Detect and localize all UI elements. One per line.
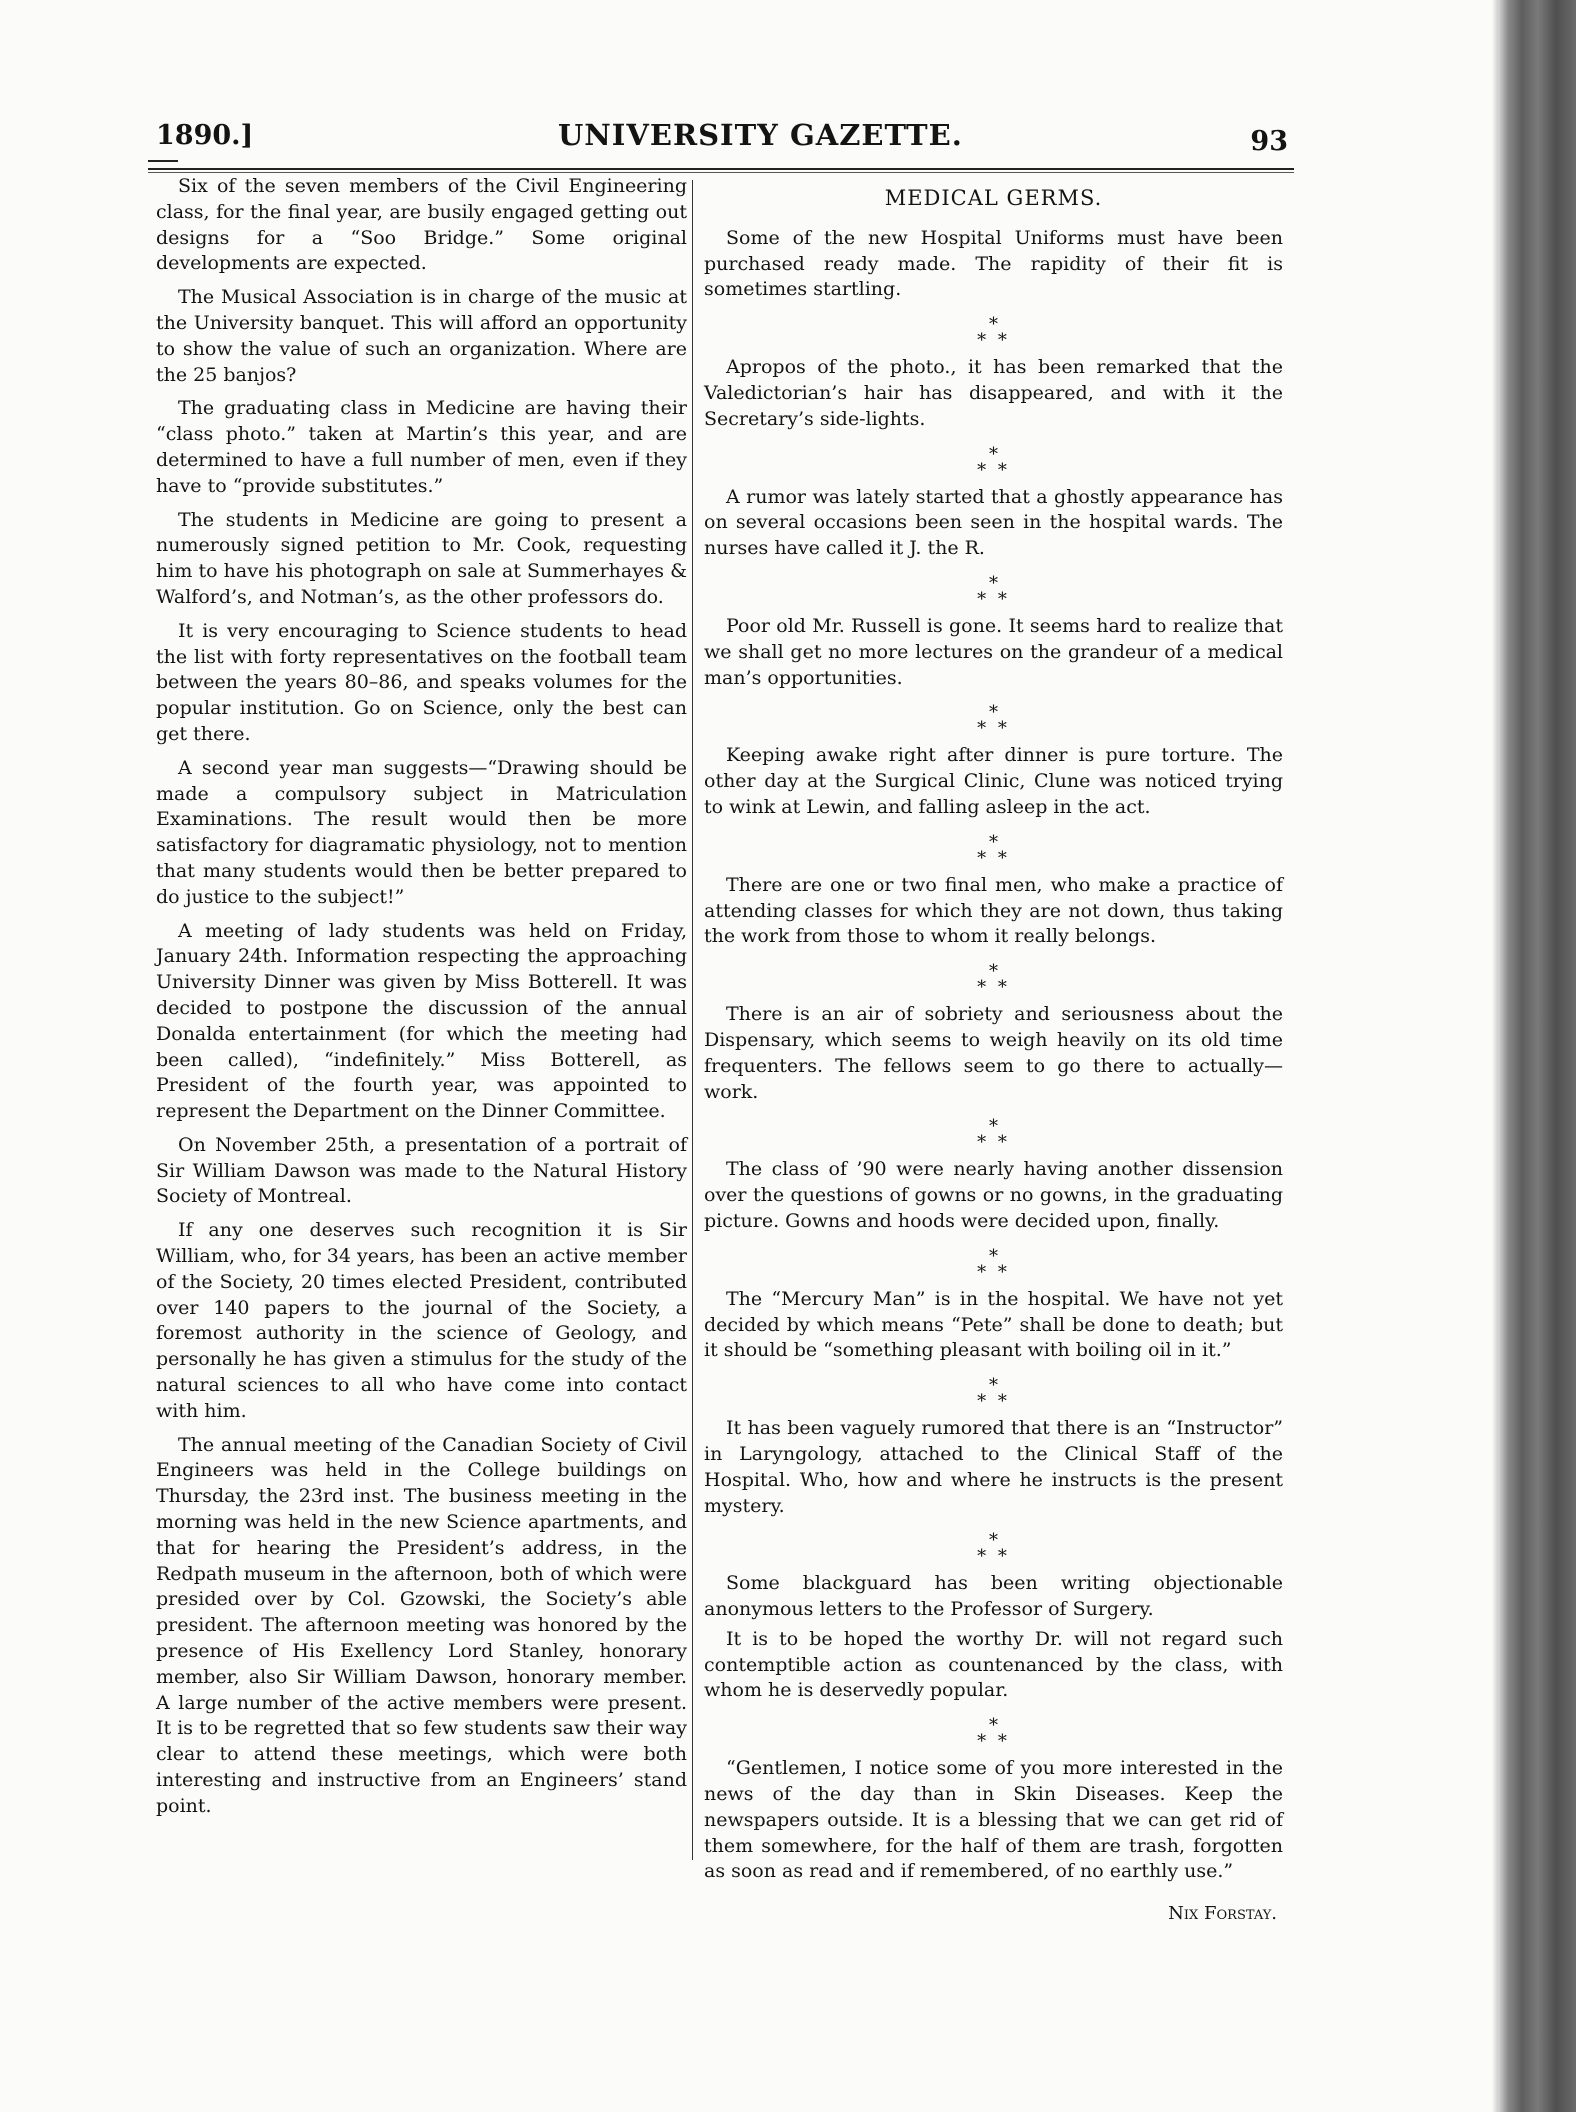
section-title: MEDICAL GERMS.: [884, 186, 1103, 210]
paragraph-civil-engineers-meeting: The annual meeting of the Canadian Society of Civil Engineers was held in the College buildings on Thursday, the 23rd inst. The business meeting in the morning was held in the new Science apartments, and that for hearing the President’s address, in the Redpath museum in the afternoon, both of which were presided over by Col. Gzowski, the Society’s able president. The afternoon meeting was honored by the presence of His Exellency Lord Stanley, honorary member, also Sir William Dawson, honorary member. A large number of the active members were present. It is to be regretted that so few students saw their way clear to attend these meetings, which were both interesting and instructive from an Engineers’ stand point.: [156, 1433, 687, 1817]
paragraph-lady-students: A meeting of lady students was held on Friday, January 24th. Information respecting the approaching University Dinner was given by Miss Botterell. It was decided to postpone the discussion of the annual Donalda entertainment (for which the meeting had been called), “indefinitely.” Miss Botterell, as President of the fourth year, was appointed to represent the Department on the Dinner Committee.: [156, 919, 687, 1123]
germ-item: Poor old Mr. Russell is gone. It seems hard to realize that we shall get no more lectures on the grandeur of a medical man’s opportunities.: [704, 614, 1283, 689]
header-title: UNIVERSITY GAZETTE.: [558, 118, 963, 152]
germ-item: Apropos of the photo., it has been remarked that the Valedictorian’s hair has disappeared, and with it the Secretary’s side-lights.: [704, 356, 1283, 430]
page-header: [148, 110, 1288, 170]
germ-item: It is to be hoped the worthy Dr. will not regard such contemptible action as countenanced by the class, with whom he is deservedly popular.: [704, 1627, 1283, 1702]
germ-item: There is an air of sobriety and seriousness about the Dispensary, which seems to weigh heavily on its old time frequenters. The fellows seem to go there to actually—work.: [704, 1003, 1283, 1103]
left-column: [156, 174, 687, 1828]
germ-item: Keeping awake right after dinner is pure torture. The other day at the Surgical Clinic, Clune was noticed trying to wink at Lewin, and falling asleep in the act.: [704, 744, 1283, 818]
paragraph-class-photo: The graduating class in Medicine are having their “class photo.” taken at Martin’s this year, and are determined to have a full number of men, even if they have to “provide substitutes.”: [156, 397, 687, 497]
germ-item: A rumor was lately started that a ghostly appearance has on several occasions been seen in the hospital wards. The nurses have called it J. the R.: [704, 485, 1283, 560]
asterism-separator: * * *: [977, 572, 1010, 610]
header-mark: [148, 160, 178, 162]
header-date: 1890.]: [156, 120, 254, 151]
column-divider: [692, 180, 693, 1860]
paragraph-football: It is very encouraging to Science students to head the list with forty representatives on the football team between the years 80–86, and speaks volumes for the popular institution. Go on Science, only the best can get there.: [156, 619, 687, 745]
germ-item: It has been vaguely rumored that there is an “Instructor” in Laryngology, attached to the Clinical Staff of the Hospital. Who, how and where he instructs is the present mystery.: [704, 1417, 1283, 1517]
page-number: 93: [1250, 126, 1288, 157]
paragraph-drawing: A second year man suggests—“Drawing should be made a compulsory subject in Matriculation Examinations. The result would then be more satisfactory for diagramatic physiology, not to mention that many students would then be better prepared to do justice to the subject!”: [156, 756, 687, 908]
asterism-separator: * * *: [977, 961, 1010, 999]
paragraph-musical-association: The Musical Association is in charge of the music at the University banquet. This will afford an opportunity to show the value of such an organization. Where are the 25 banjos?: [156, 286, 687, 386]
asterism-separator: * * *: [977, 1245, 1010, 1283]
asterism-separator: * * *: [977, 1116, 1010, 1154]
germ-item: The class of ’90 were nearly having another dissension over the questions of gowns or no gowns, in the graduating picture. Gowns and hoods were decided upon, finally.: [704, 1158, 1283, 1232]
paragraph-sir-william: If any one deserves such recognition it is Sir William, who, for 34 years, has been an active member of the Society, 20 times elected President, contributed over 140 papers to the journal of the Society, a foremost authority in the science of Geology, and personally he has given a stimulus for the study of the natural sciences to all who have come into contact with him.: [156, 1219, 687, 1422]
asterism-separator: * * *: [977, 1530, 1010, 1568]
asterism-separator: * * *: [977, 1715, 1010, 1753]
asterism-separator: * * *: [977, 1375, 1010, 1413]
germ-item-last: “Gentlemen, I notice some of you more interested in the news of the day than in Skin Diseases. Keep the newspapers outside. It is a blessing that we can get rid of them somewhere, for the half of them are trash, forgotten as soon as read and if remembered, of no earthly use.”: [704, 1757, 1283, 1883]
germ-item: Some of the new Hospital Uniforms must have been purchased ready made. The rapidity of their fit is sometimes startling.: [704, 226, 1283, 301]
header-rule: [148, 168, 1294, 170]
book-spine: [1498, 0, 1576, 2112]
right-column: [704, 174, 1283, 1927]
asterism-separator: * * *: [977, 314, 1010, 352]
paragraph-portrait: On November 25th, a presentation of a portrait of Sir William Dawson was made to the Natural History Society of Montreal.: [156, 1133, 687, 1208]
paragraph-civil-engineering: Six of the seven members of the Civil Engineering class, for the final year, are busily engaged getting out designs for a “Soo Bridge.” Some original developments are expected.: [156, 175, 687, 275]
header-rule-secondary: [148, 172, 1294, 173]
germ-item: There are one or two final men, who make a practice of attending classes for which they are not down, thus taking the work from those to whom it really belongs.: [704, 873, 1283, 948]
paragraph-petition: The students in Medicine are going to present a numerously signed petition to Mr. Cook, requesting him to have his photograph on sale at Summerhayes & Walford’s, and Notman’s, as the other professors do.: [156, 508, 687, 608]
asterism-separator: * * *: [977, 702, 1010, 740]
asterism-separator: * * *: [977, 831, 1010, 869]
germ-item: Some blackguard has been writing objectionable anonymous letters to the Professor of Surgery.: [704, 1572, 1283, 1621]
germ-item: The “Mercury Man” is in the hospital. We have not yet decided by which means “Pete” shall be done to death; but it should be “something pleasant with boiling oil in it.”: [704, 1287, 1283, 1362]
author-signature: Nix Forstay.: [1168, 1903, 1277, 1925]
asterism-separator: * * *: [977, 443, 1010, 481]
